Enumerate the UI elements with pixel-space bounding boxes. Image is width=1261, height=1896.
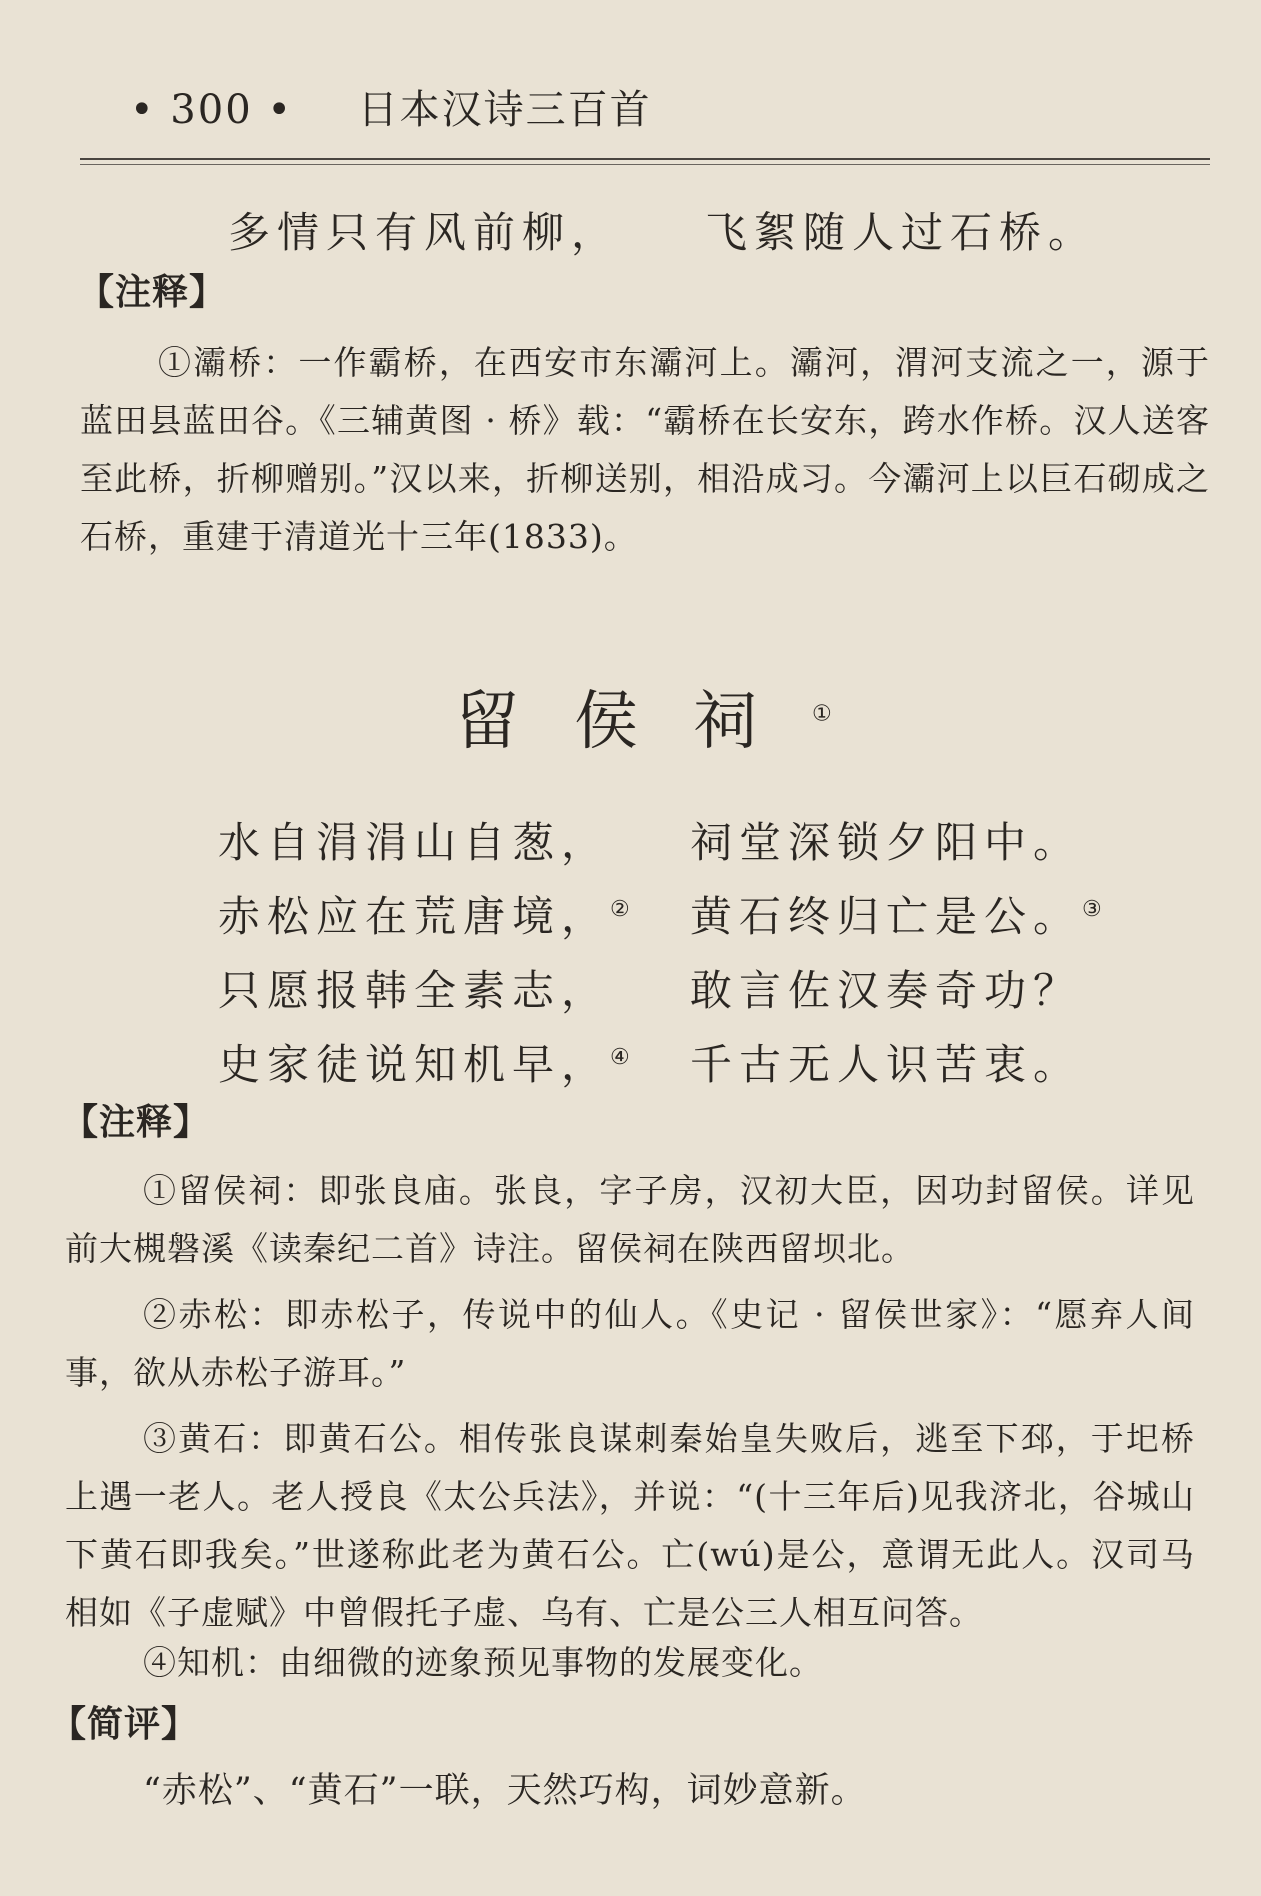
prev-note-text: ①灞桥：一作霸桥，在西安市东灞河上。灞河，渭河支流之一，源于蓝田县蓝田谷。《三辅黄图 · 桥》载：“霸桥在长安东，跨水作桥。汉人送客至此桥，折柳赠别。”汉以来，折柳送别，相沿成习。今灞河上以巨石砌成之石桥，重建于清道光十三年(1833)。: [80, 343, 1210, 556]
note-item-2: ②赤松：即赤松子，传说中的仙人。《史记 · 留侯世家》：“愿弃人间事，欲从赤松子游耳。”: [65, 1295, 1195, 1392]
poem-line-2-right: [690, 884, 1102, 944]
poem-line-text: 千古无人识苦衷。: [690, 1040, 1083, 1089]
prev-poem-line-right: 飞絮随人过石桥。: [705, 208, 1098, 257]
poem-line-note-marker: ④: [610, 1045, 630, 1070]
note-item-4: ④知机：由细微的迹象预见事物的发展变化。: [143, 1643, 823, 1682]
poem-title: [455, 670, 832, 762]
header-rule: [80, 158, 1210, 160]
poem-line-text: 只愿报韩全素志，: [218, 966, 611, 1015]
poem-line-3-left: [218, 958, 610, 1018]
prev-notes-heading: 【注释】: [78, 272, 227, 313]
poem-line-3-right: [690, 958, 1082, 1018]
prev-poem-line-left: 多情只有风前柳，: [228, 208, 621, 257]
page-header: [130, 78, 652, 135]
poem-line-4-left: [218, 1032, 630, 1092]
poem-line-text: 黄石终归亡是公。: [690, 892, 1083, 941]
comment-heading: 【简评】: [50, 1704, 199, 1745]
comment-text: “赤松”、“黄石”一联，天然巧构，词妙意新。: [143, 1771, 867, 1811]
poem-line-2-left: [218, 884, 630, 944]
poem-line-4-right: [690, 1032, 1082, 1092]
poem-line-note-marker: ③: [1082, 897, 1102, 922]
poem-line-1-left: [218, 810, 610, 870]
page-number: • 300 •: [130, 87, 293, 133]
poem-line-text: 水自涓涓山自葱，: [218, 818, 611, 867]
header-rule-thin: [80, 164, 1210, 165]
poem-line-1-right: [690, 810, 1082, 870]
poem-line-text: 祠堂深锁夕阳中。: [690, 818, 1083, 867]
book-title: 日本汉诗三百首: [357, 87, 652, 133]
notes-heading: 【注释】: [62, 1102, 211, 1143]
poem-title-text: 留侯祠: [455, 685, 812, 759]
poem-line-text: 赤松应在荒唐境，: [218, 892, 611, 941]
poem-line-text: 史家徒说知机早，: [218, 1040, 611, 1089]
note-item-3: ③黄石：即黄石公。相传张良谋刺秦始皇失败后，逃至下邳，于圯桥上遇一老人。老人授良《太公兵法》，并说：“(十三年后)见我济北，谷城山下黄石即我矣。”世遂称此老为黄石公。亡(wú)是公，意谓无此人。汉司马相如《子虚赋》中曾假托子虚、乌有、亡是公三人相互问答。: [65, 1419, 1195, 1632]
note-item-1: ①留侯祠：即张良庙。张良，字子房，汉初大臣，因功封留侯。详见前大槻磐溪《读秦纪二首》诗注。留侯祠在陕西留坝北。: [65, 1171, 1195, 1268]
poem-line-note-marker: ②: [610, 897, 630, 922]
poem-line-text: 敢言佐汉奏奇功？: [690, 966, 1083, 1015]
poem-title-note-marker: ①: [812, 701, 832, 727]
